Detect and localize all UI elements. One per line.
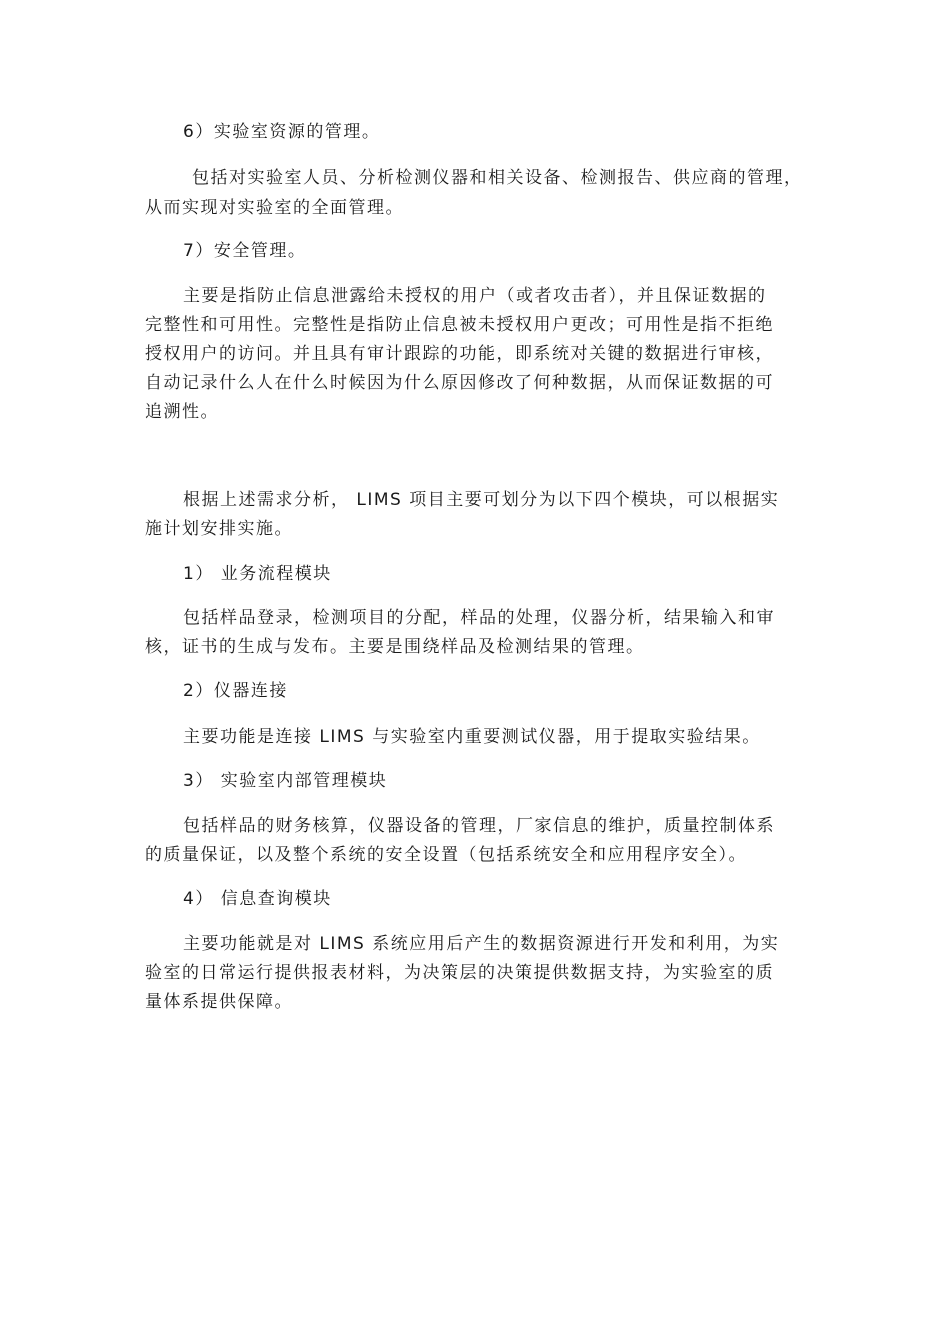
module-4-body-line-2: 验室的日常运行提供报表材料，为决策层的决策提供数据支持，为实验室的质 (145, 963, 774, 983)
module-4-body-line-1: 主要功能就是对 LIMS 系统应用后产生的数据资源进行开发和利用，为实 (183, 934, 780, 954)
module-2-heading: 2）仪器连接 (183, 681, 288, 701)
module-1-body-line-2: 核，证书的生成与发布。主要是围绕样品及检测结果的管理。 (145, 637, 645, 657)
section-6-heading: 6）实验室资源的管理。 (183, 122, 381, 142)
module-4-body-line-3: 量体系提供保障。 (145, 992, 293, 1012)
section-7-heading: 7）安全管理。 (183, 241, 307, 261)
intro-line-2: 施计划安排实施。 (145, 519, 293, 539)
module-3-heading: 3） 实验室内部管理模块 (183, 771, 388, 791)
module-2-body-line-1: 主要功能是连接 LIMS 与实验室内重要测试仪器，用于提取实验结果。 (183, 727, 761, 747)
section-6-body-line-2: 从而实现对实验室的全面管理。 (145, 198, 404, 218)
module-3-body-line-1: 包括样品的财务核算，仪器设备的管理，厂家信息的维护，质量控制体系 (183, 816, 775, 836)
module-4-heading: 4） 信息查询模块 (183, 889, 332, 909)
module-1-heading: 1） 业务流程模块 (183, 564, 332, 584)
section-7-body-line-1: 主要是指防止信息泄露给未授权的用户（或者攻击者），并且保证数据的 (183, 286, 767, 306)
module-1-body-line-1: 包括样品登录，检测项目的分配，样品的处理，仪器分析，结果输入和审 (183, 608, 775, 628)
section-7-body-line-5: 追溯性。 (145, 402, 219, 422)
module-3-body-line-2: 的质量保证，以及整个系统的安全设置（包括系统安全和应用程序安全）。 (145, 845, 747, 865)
intro-line-1: 根据上述需求分析， LIMS 项目主要可划分为以下四个模块，可以根据实 (183, 490, 780, 510)
section-7-body-line-4: 自动记录什么人在什么时候因为什么原因修改了何种数据，从而保证数据的可 (145, 373, 774, 393)
section-6-body-line-1: 包括对实验室人员、分析检测仪器和相关设备、检测报告、供应商的管理， (192, 168, 803, 188)
section-7-body-line-3: 授权用户的访问。并且具有审计跟踪的功能，即系统对关键的数据进行审核， (145, 344, 774, 364)
section-7-body-line-2: 完整性和可用性。完整性是指防止信息被未授权用户更改；可用性是指不拒绝 (145, 315, 774, 335)
